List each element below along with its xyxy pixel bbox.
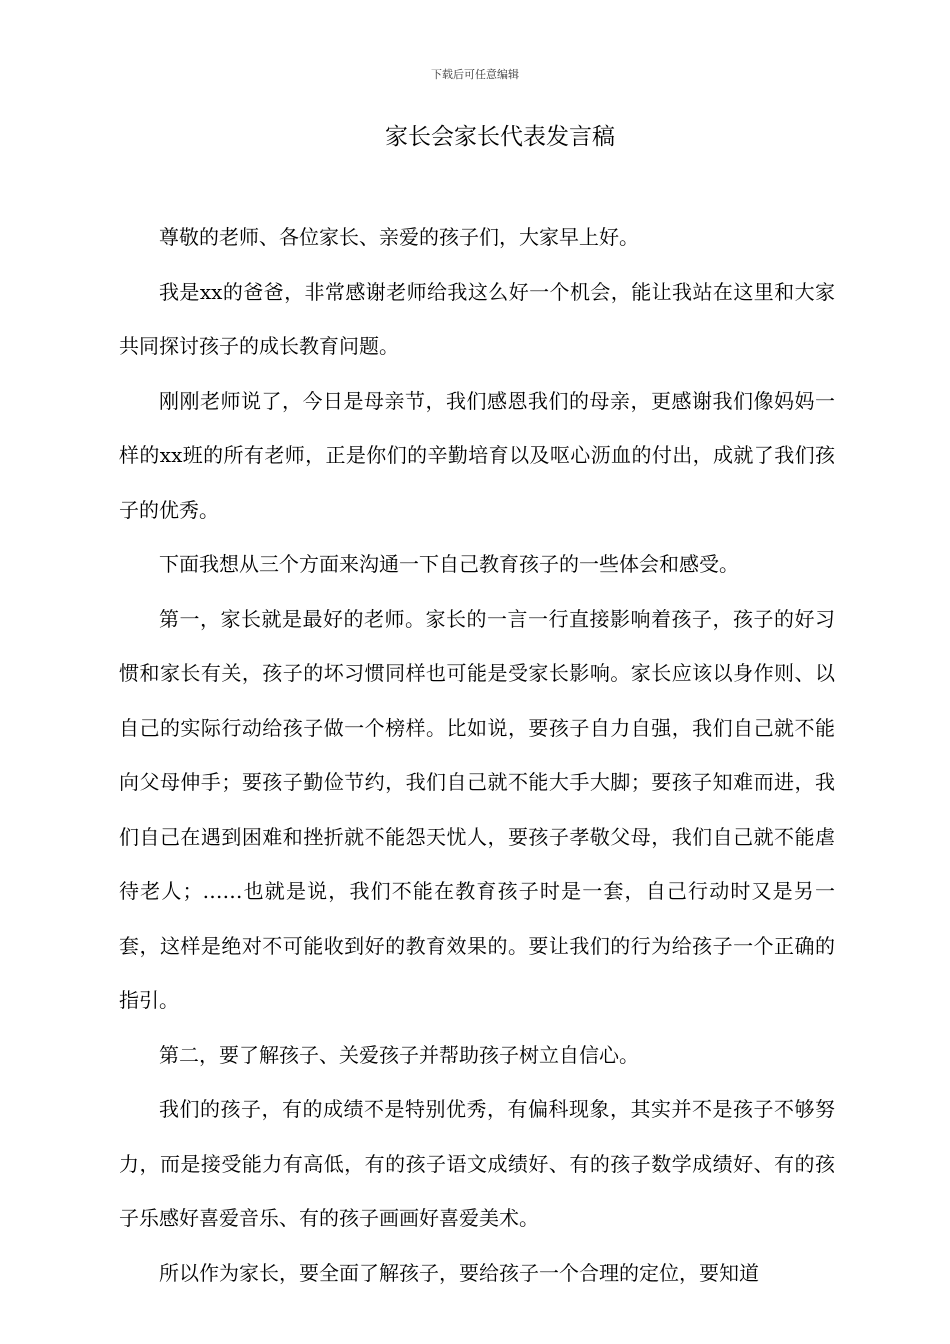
paragraph: 尊敬的老师、各位家长、亲爱的孩子们，大家早上好。 xyxy=(159,225,639,249)
paragraph: 第二，要了解孩子、关爱孩子并帮助孩子树立自信心。 xyxy=(159,1042,639,1067)
paragraph: 刚刚老师说了，今日是母亲节，我们感恩我们的母亲，更感谢我们像妈妈一样的xx班的所有老师，正是你们的辛勤培育以及呕心沥血的付出，成就了我们孩子的优秀。 xyxy=(119,388,835,522)
paragraph: 第一，家长就是最好的老师。家长的一言一行直接影响着孩子，孩子的好习惯和家长有关，孩子的坏习惯同样也可能是受家长影响。家长应该以身作则、以自己的实际行动给孩子做一个榜样。比如说，要孩子自力自强，我们自己就不能向父母伸手；要孩子勤俭节约，我们自己就不能大手大脚；要孩子知难而进，我们自己在遇到困难和挫折就不能怨天忧人，要孩子孝敬父母，我们自己就不能虐待老人；……也就是说，我们不能在教育孩子时是一套，自己行动时又是另一套，这样是绝对不可能收到好的教育效果的。要让我们的行为给孩子一个正确的指引。 xyxy=(119,606,835,1012)
paragraph: 所以作为家长，要全面了解孩子，要给孩子一个合理的定位，要知道 xyxy=(159,1260,759,1285)
document-title: 家长会家长代表发言稿 xyxy=(385,124,615,150)
paragraph: 我是xx的爸爸，非常感谢老师给我这么好一个机会，能让我站在这里和大家共同探讨孩子的成长教育问题。 xyxy=(119,279,835,358)
paragraph: 下面我想从三个方面来沟通一下自己教育孩子的一些体会和感受。 xyxy=(159,552,739,576)
header-note: 下载后可任意编辑 xyxy=(431,68,519,81)
document-body xyxy=(119,210,835,1300)
paragraph: 我们的孩子，有的成绩不是特别优秀，有偏科现象，其实并不是孩子不够努力，而是接受能力有高低，有的孩子语文成绩好、有的孩子数学成绩好、有的孩子乐感好喜爱音乐、有的孩子画画好喜爱美术。 xyxy=(119,1097,835,1230)
